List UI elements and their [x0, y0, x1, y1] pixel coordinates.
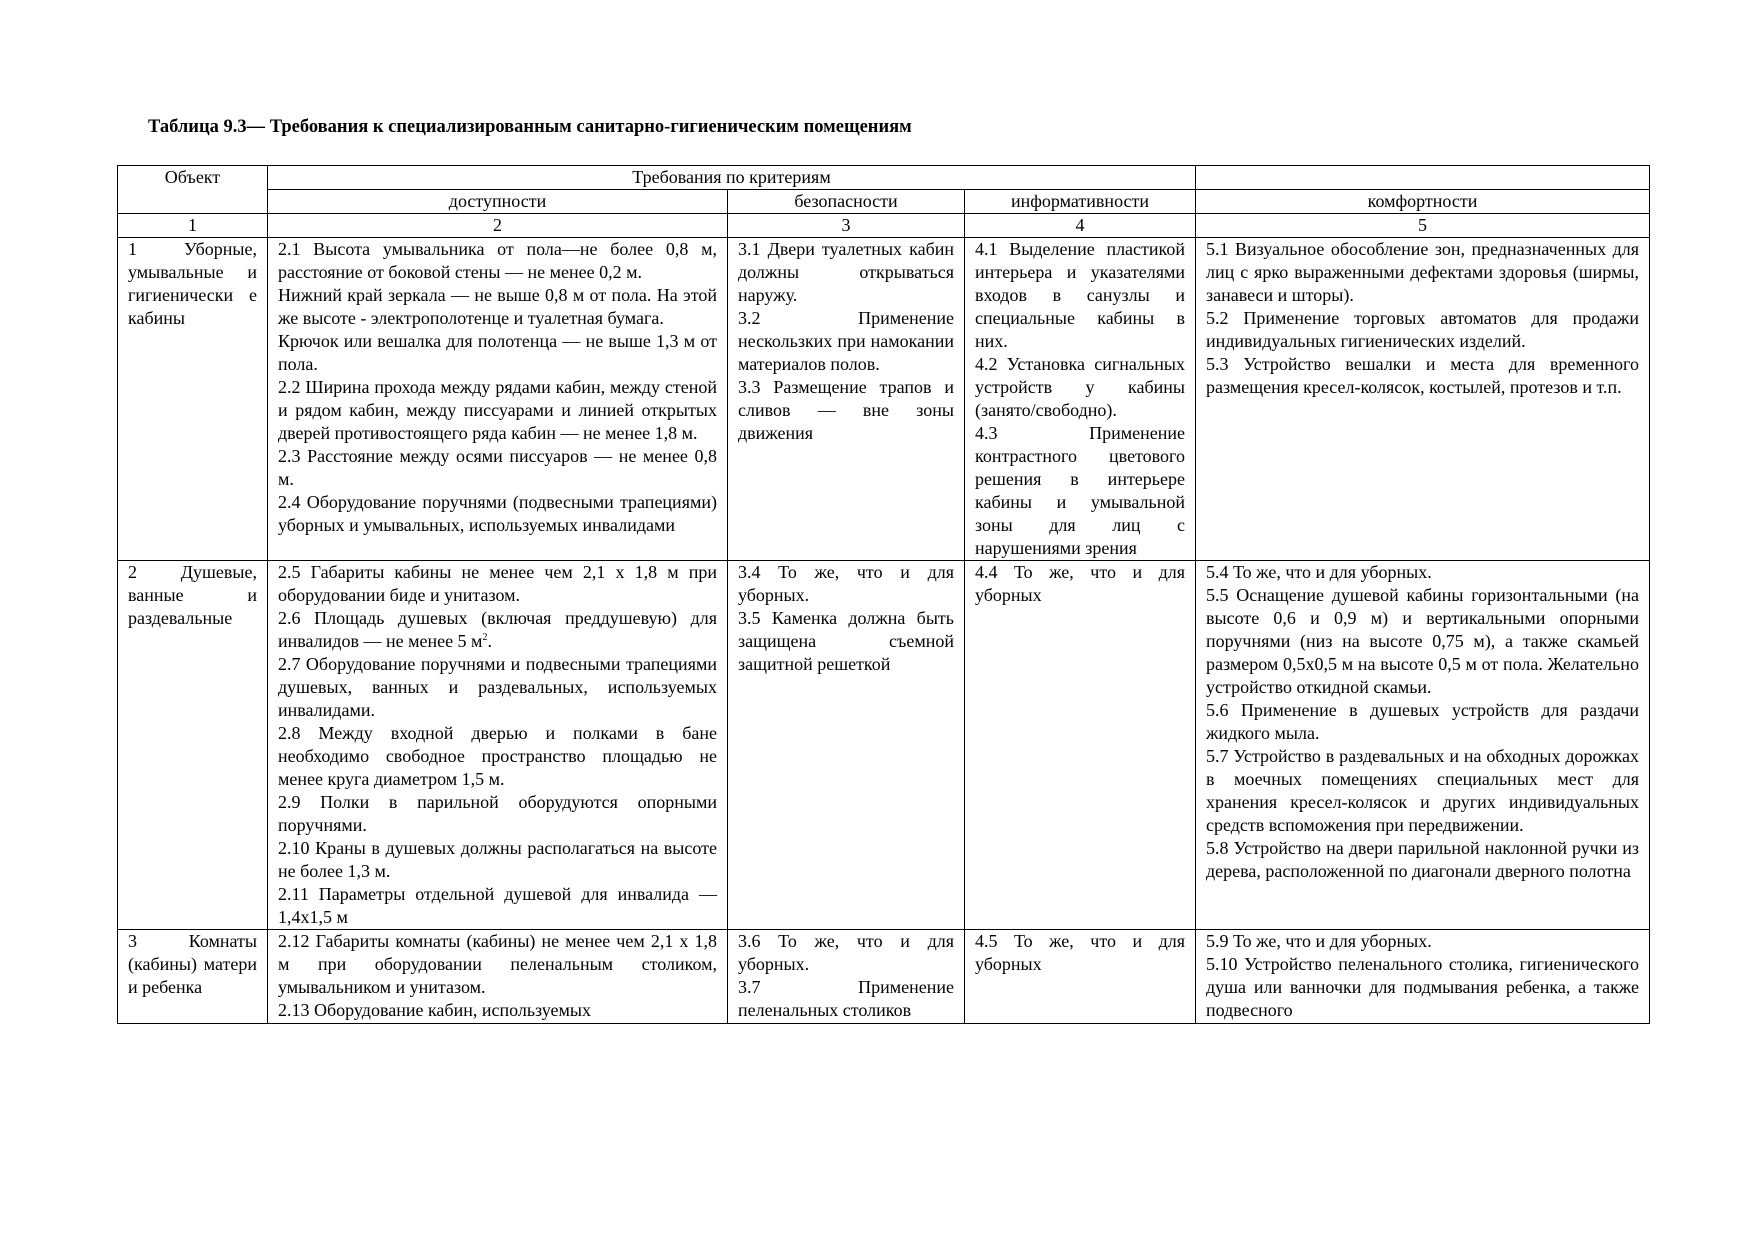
requirement-item: 5.9 То же, что и для уборных.	[1206, 931, 1432, 951]
accessibility-cell	[268, 561, 728, 930]
requirement-item: 5.2 Применение торговых автоматов для продажи индивидуальных гигиенических изделий.	[1206, 308, 1639, 351]
requirement-item: 3.2 Применение нескользких при намокании материалов полов.	[738, 308, 954, 374]
requirement-item: 2.3 Расстояние между осями писсуаров — не менее 0,8 м.	[278, 446, 717, 489]
requirement-item: 2.1 Высота умывальника от пола—не более 0,8 м, расстояние от боковой стены — не менее 0,2 м.	[278, 239, 717, 282]
informativeness-cell	[965, 238, 1196, 561]
area-requirement-text: 2.6 Площадь душевых (включая преддушевую) для инвалидов — не менее 5 м	[278, 608, 717, 651]
comfort-cell	[1196, 238, 1650, 561]
requirement-item: 2.7 Оборудование поручнями и подвесными трапециями душевых, ванных и раздевальных, используемых инвалидами.	[278, 654, 717, 720]
header-criteria: Требования по критериям	[268, 166, 1196, 190]
column-number: 5	[1196, 214, 1650, 238]
comfort-cell	[1196, 930, 1650, 1024]
header-row-criteria	[118, 166, 1650, 190]
requirement-item: 5.5 Оснащение душевой кабины горизонтальными (на высоте 0,6 и 0,9 м) и вертикальными опорными поручнями (низ на высоте 0,75 м), а также скамьей размером 0,5х0,5 м на высоте 0,5 м от пола. Желательно устройство откидной скамьи.	[1206, 585, 1639, 697]
cell-clip	[975, 930, 1185, 1023]
object-cell	[118, 238, 268, 561]
informativeness-cell	[965, 930, 1196, 1024]
requirement-item: 4.4 То же, что и для уборных	[975, 562, 1185, 605]
table-row	[118, 930, 1650, 1024]
requirements-table	[117, 165, 1650, 1024]
requirement-item: 2.10 Краны в душевых должны располагаться на высоте не более 1,3 м.	[278, 838, 717, 881]
requirement-item: 5.3 Устройство вешалки и места для временного размещения кресел-колясок, костылей, протезов и т.п.	[1206, 354, 1639, 397]
header-row-columns	[118, 190, 1650, 214]
table-title: Таблица 9.3— Требования к специализированным санитарно-гигиеническим помещениям	[148, 117, 912, 137]
requirement-item: 4.1 Выделение пластикой интерьера и указателями входов в санузлы и специальные кабины в них.	[975, 239, 1185, 351]
requirement-item: Крючок или вешалка для полотенца — не выше 1,3 м от пола.	[278, 331, 717, 374]
requirement-item: 2.13 Оборудование кабин, используемых	[278, 1000, 592, 1020]
column-number: 3	[728, 214, 965, 238]
requirement-item: 3.7 Применение пеленальных столиков	[738, 977, 954, 1020]
header-comfort: комфортности	[1196, 190, 1650, 214]
informativeness-cell	[965, 561, 1196, 930]
requirement-item: 5.6 Применение в душевых устройств для раздачи жидкого мыла.	[1206, 700, 1639, 743]
area-unit-superscript: 2	[482, 632, 488, 643]
requirement-item: 3.6 То же, что и для уборных.	[738, 931, 954, 974]
cell-clip	[278, 930, 717, 1023]
object-name: 1 Уборные, умывальные и гигиенически е кабины	[128, 239, 257, 328]
requirement-item: 2.12 Габариты комнаты (кабины) не менее чем 2,1 х 1,8 м при оборудовании пеленальным столиком, умывальником и унитазом.	[278, 931, 717, 997]
safety-cell	[728, 930, 965, 1024]
requirement-item: 5.4 То же, что и для уборных.	[1206, 562, 1432, 582]
requirement-item: 2.4 Оборудование поручнями (подвесными трапециями) уборных и умывальных, используемых инвалидами	[278, 492, 717, 535]
cell-clip	[738, 930, 954, 1023]
cell-clip	[1206, 930, 1639, 1023]
object-name: 2 Душевые, ванные и раздевальные	[128, 562, 257, 628]
requirement-item: 5.7 Устройство в раздевальных и на обходных дорожках в моечных помещениях специальных мест для хранения кресел-колясок и других индивидуальных средств вспоможения при передвижении.	[1206, 746, 1639, 835]
object-name: 3 Комнаты (кабины) матери и ребенка	[128, 931, 257, 997]
header-accessibility: доступности	[268, 190, 728, 214]
requirement-item: 3.1 Двери туалетных кабин должны открываться наружу.	[738, 239, 954, 305]
cell-clip	[128, 930, 257, 1023]
object-cell	[118, 930, 268, 1024]
requirement-item: 4.3 Применение контрастного цветового решения в интерьере кабины и умывальной зоны для лиц с нарушениями зрения	[975, 423, 1185, 558]
table-row	[118, 561, 1650, 930]
requirement-item: 2.9 Полки в парильной оборудуются опорными поручнями.	[278, 792, 717, 835]
table-row	[118, 238, 1650, 561]
header-informativeness: информативности	[965, 190, 1196, 214]
header-empty-cell	[1196, 166, 1650, 190]
header-object: Объект	[118, 166, 268, 214]
safety-cell	[728, 561, 965, 930]
header-safety: безопасности	[728, 190, 965, 214]
requirement-item: 3.5 Каменка должна быть защищена съемной защитной решеткой	[738, 608, 954, 674]
requirement-item: 4.5 То же, что и для уборных	[975, 931, 1185, 974]
column-number: 1	[118, 214, 268, 238]
requirement-item: 2.8 Между входной дверью и полками в бане необходимо свободное пространство площадью не менее круга диаметром 1,5 м.	[278, 723, 717, 789]
requirement-item: 5.8 Устройство на двери парильной наклонной ручки из дерева, расположенной по диагонали дверного полотна	[1206, 838, 1639, 881]
comfort-cell	[1196, 561, 1650, 930]
area-requirement-end: .	[487, 631, 492, 651]
accessibility-cell	[268, 238, 728, 561]
requirement-item: 5.10 Устройство пеленального столика, гигиенического душа или ванночки для подмывания ребенка, а также подвесного	[1206, 954, 1639, 1020]
requirement-item: 5.1 Визуальное обособление зон, предназначенных для лиц с ярко выраженными дефектами здоровья (ширмы, занавеси и шторы).	[1206, 239, 1639, 305]
requirement-item: Нижний край зеркала — не выше 0,8 м от пола. На этой же высоте - электрополотенце и туалетная бумага.	[278, 285, 717, 328]
requirement-item: 2.5 Габариты кабины не менее чем 2,1 х 1,8 м при оборудовании биде и унитазом.	[278, 562, 717, 605]
requirement-item: 3.3 Размещение трапов и сливов — вне зоны движения	[738, 377, 954, 443]
requirement-item: 2.11 Параметры отдельной душевой для инвалида — 1,4х1,5 м	[278, 884, 717, 927]
safety-cell	[728, 238, 965, 561]
header-row-numbers	[118, 214, 1650, 238]
requirement-item: 4.2 Установка сигнальных устройств у кабины (занято/свободно).	[975, 354, 1185, 420]
column-number: 4	[965, 214, 1196, 238]
requirement-item: 3.4 То же, что и для уборных.	[738, 562, 954, 605]
accessibility-cell	[268, 930, 728, 1024]
column-number: 2	[268, 214, 728, 238]
object-cell	[118, 561, 268, 930]
requirement-item	[278, 607, 717, 653]
requirement-item: 2.2 Ширина прохода между рядами кабин, между стеной и рядом кабин, между писсуарами и линией открытых дверей противостоящего ряда кабин — не менее 1,8 м.	[278, 377, 717, 443]
